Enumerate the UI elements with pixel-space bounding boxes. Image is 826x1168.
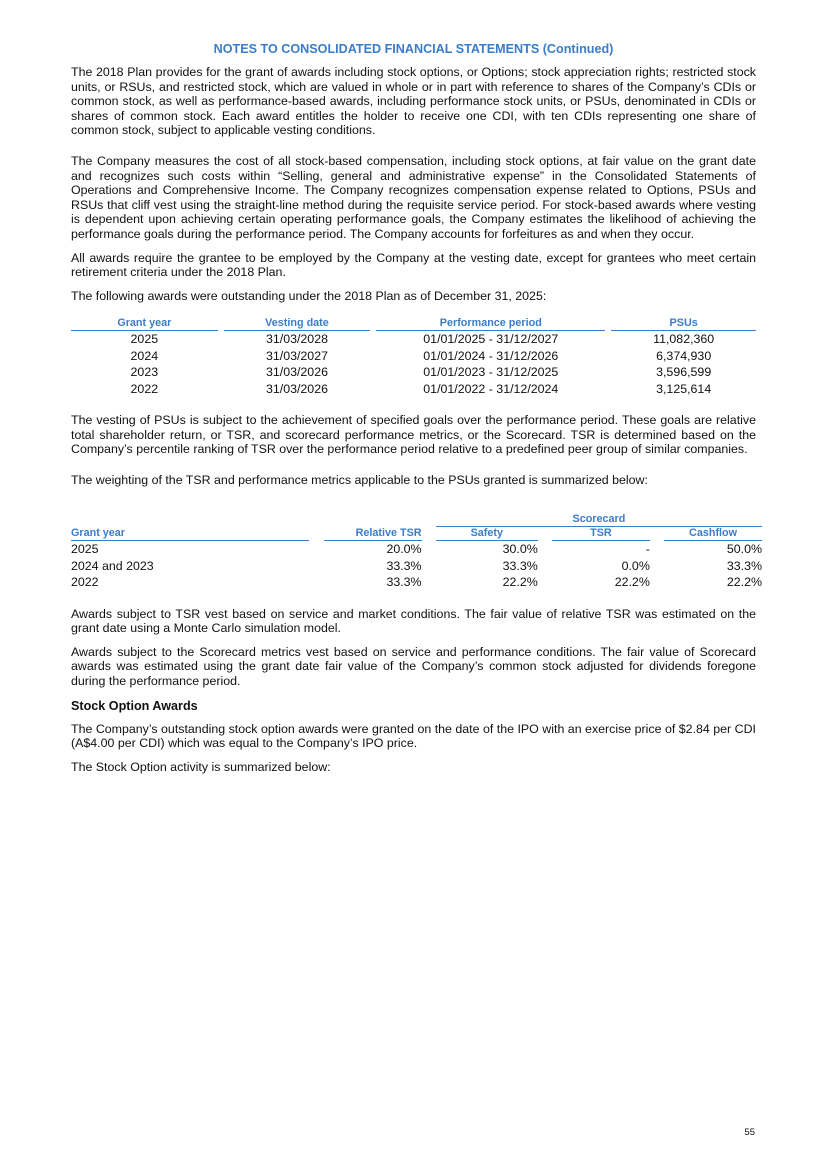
cell-safety: 30.0% <box>502 542 538 557</box>
cell-cashflow: 22.2% <box>726 575 762 590</box>
col-header-performance-period: Performance period <box>376 317 605 331</box>
paragraph-compensation-cost: The Company measures the cost of all stock-based compensation, including stock options, at fair value on the grant date and recognizes such costs within “Selling, general and administrative expense” in the Consolidated Statements of Operations and Comprehensive Income. The Company recognizes compensation expense related to Options, PSUs and RSUs that cliff vest using the straight-line method during the requisite service period. For stock-based awards where vesting is dependent upon achieving certain operating performance goals, the Company estimates the likelihood of achieving the performance goals during the performance period. The Company accounts for forfeitures as and when they occur. <box>71 153 756 241</box>
paragraph-stock-option-grant: The Company’s outstanding stock option awards were granted on the date of the IPO with an exercise price of $2.84 per CDI (A$4.00 per CDI) which was equal to the Company’s IPO price. <box>71 721 756 751</box>
table-row <box>71 331 756 347</box>
paragraph-awards-intro: The following awards were outstanding under the 2018 Plan as of December 31, 2025: <box>71 288 547 303</box>
page-number: 55 <box>744 1127 755 1138</box>
paragraph-plan-overview: The 2018 Plan provides for the grant of awards including stock options, or Options; stock appreciation rights; restricted stock units, or RSUs, and restricted stock, which are valued in whole or in part with reference to shares of the Company’s CDIs or common stock, as well as performance-based awards, including performance stock units, or PSUs, denominated in CDIs or shares of common stock. Each award entitles the holder to receive one CDI, with ten CDIs representing one share of common stock, subject to applicable vesting conditions. <box>71 65 756 138</box>
cell-vesting-date: 31/03/2026 <box>265 365 328 380</box>
cell-cashflow: 50.0% <box>726 542 762 557</box>
cell-grant-year: 2022 <box>130 381 159 396</box>
table-row <box>71 348 756 364</box>
cell-grant-year: 2024 and 2023 <box>71 558 154 573</box>
cell-tsr: 22.2% <box>614 575 650 590</box>
weighting-table <box>71 513 762 590</box>
table-row <box>71 381 756 397</box>
cell-safety: 33.3% <box>502 558 538 573</box>
col-header-psus: PSUs <box>611 317 756 331</box>
cell-performance-period: 01/01/2022 - 31/12/2024 <box>423 381 559 396</box>
cell-relative-tsr: 33.3% <box>386 575 422 590</box>
col-header-grant-year: Grant year <box>71 527 309 541</box>
cell-performance-period: 01/01/2025 - 31/12/2027 <box>423 332 559 347</box>
col-header-cashflow: Cashflow <box>664 527 762 541</box>
cell-cashflow: 33.3% <box>726 558 762 573</box>
table-header-row <box>71 527 762 541</box>
cell-grant-year: 2023 <box>130 365 159 380</box>
col-header-vesting-date: Vesting date <box>224 317 371 331</box>
paragraph-psu-vesting: The vesting of PSUs is subject to the achievement of specified goals over the performance period. These goals are relative total shareholder return, or TSR, and scorecard performance metrics, or the Scorecard. TSR is determined based on the Company’s percentile ranking of TSR over the performance period relative to a predefined peer group of similar companies. <box>71 412 756 457</box>
cell-tsr: - <box>645 542 650 557</box>
col-header-grant-year: Grant year <box>71 317 218 331</box>
paragraph-weighting-intro: The weighting of the TSR and performance metrics applicable to the PSUs granted is summarized below: <box>71 472 648 487</box>
cell-psus: 11,082,360 <box>653 332 715 347</box>
paragraph-employment-requirement: All awards require the grantee to be employed by the Company at the vesting date, except for grantees who meet certain retirement criteria under the 2018 Plan. <box>71 250 756 280</box>
cell-grant-year: 2022 <box>71 575 99 590</box>
page-header: NOTES TO CONSOLIDATED FINANCIAL STATEMENTS (Continued) <box>213 42 614 56</box>
cell-grant-year: 2025 <box>130 332 159 347</box>
cell-performance-period: 01/01/2024 - 31/12/2026 <box>423 348 559 363</box>
cell-vesting-date: 31/03/2028 <box>265 332 328 347</box>
paragraph-stock-option-activity: The Stock Option activity is summarized below: <box>71 759 331 774</box>
section-heading-stock-option-awards: Stock Option Awards <box>71 698 198 713</box>
table-row <box>71 364 756 380</box>
cell-tsr: 0.0% <box>621 558 650 573</box>
paragraph-scorecard-awards: Awards subject to the Scorecard metrics vest based on service and performance conditions. The fair value of Scorecard awards was estimated using the grant date fair value of the Company’s common stock adjusted for dividends foregone during the performance period. <box>71 644 756 688</box>
cell-relative-tsr: 33.3% <box>386 558 422 573</box>
cell-relative-tsr: 20.0% <box>386 542 422 557</box>
col-header-relative-tsr: Relative TSR <box>324 527 422 541</box>
col-header-tsr: TSR <box>552 527 650 541</box>
cell-psus: 6,374,930 <box>656 348 712 363</box>
cell-psus: 3,125,614 <box>656 381 712 396</box>
group-header-scorecard: Scorecard <box>436 513 762 527</box>
cell-grant-year: 2025 <box>71 542 99 557</box>
cell-safety: 22.2% <box>502 575 538 590</box>
table-row <box>71 541 762 557</box>
table-group-header-row <box>71 513 762 527</box>
cell-vesting-date: 31/03/2026 <box>265 381 328 396</box>
paragraph-tsr-awards: Awards subject to TSR vest based on service and market conditions. The fair value of relative TSR was estimated on the grant date using a Monte Carlo simulation model. <box>71 606 756 636</box>
cell-grant-year: 2024 <box>130 348 159 363</box>
awards-outstanding-table <box>71 317 756 397</box>
page-content <box>71 42 762 774</box>
table-header-row <box>71 317 756 331</box>
table-row <box>71 558 762 574</box>
cell-psus: 3,596,599 <box>656 365 712 380</box>
cell-vesting-date: 31/03/2027 <box>265 348 328 363</box>
col-header-safety: Safety <box>436 527 538 541</box>
table-row <box>71 574 762 590</box>
cell-performance-period: 01/01/2023 - 31/12/2025 <box>423 365 559 380</box>
